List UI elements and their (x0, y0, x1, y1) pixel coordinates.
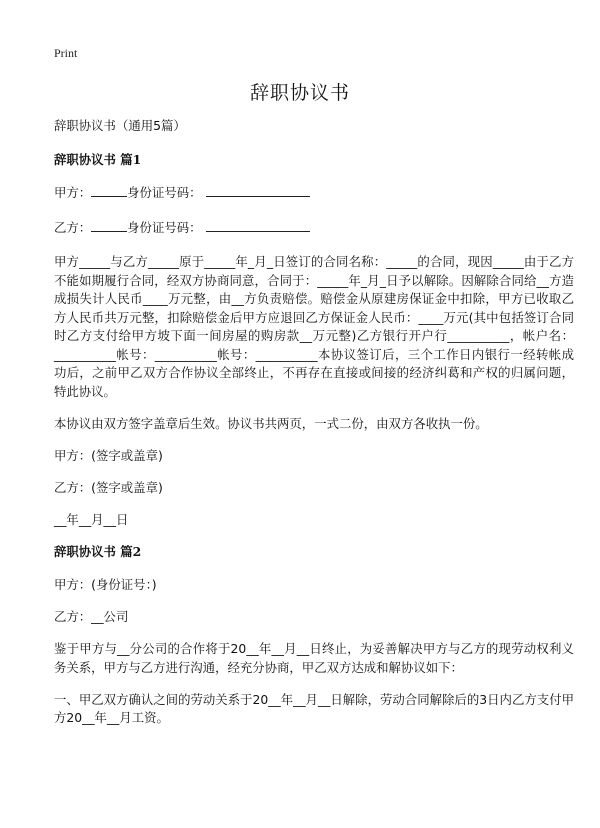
party-b-id-blank (206, 219, 310, 232)
section-heading-2: 辞职协议书 篇2 (54, 543, 142, 559)
section-heading-1: 辞职协议书 篇1 (54, 151, 142, 167)
party-b-name-blank (91, 219, 127, 232)
document-subtitle: 辞职协议书（通用5篇） (54, 118, 186, 133)
date-line: __年__月__日 (54, 511, 129, 527)
print-link[interactable]: Print (54, 46, 78, 60)
party-a-name-blank (91, 184, 127, 197)
party-b-label: 乙方： (54, 219, 92, 235)
section-1-paragraph-1: 甲方_____与乙方_____原于_____年_月_日签订的合同名称：_____的合同，现因_____由于乙方不能如期履行合同，经双方协商同意，合同于：_____年_月_日予以解除。因解除合同给__方造成损失计人民币____万元整，由__方负责赔偿。赔偿金从原建房保证金中扣除，甲方已收取乙方人民币共万元整，扣除赔偿金后甲方应退回乙方保证金人民币：____万元(其中包括签订合同时乙方支付给甲方坡下面一间房屋的购房款__万元整)乙方银行开户行__________，帐户名：__________帐号：__________帐号：__________本协议签订后，三个工作日内银行一经转帐成功后，之前甲乙双方合作协议全部终止，不再存在直接或间接的经济纠葛和产权的归属问题，特此协议。 (54, 254, 574, 399)
page-title: 辞职协议书 (249, 82, 350, 104)
document-body (54, 117, 574, 741)
party-a-id-blank (206, 184, 310, 197)
section-2-party-b: 乙方：__公司 (54, 609, 129, 624)
party-a-signature: 甲方：(签字或盖章) (54, 447, 163, 463)
section-2-paragraph-2: 一、甲乙双方确认之间的劳动关系于20__年__月__日解除，劳动合同解除后的3日内乙方支付甲方20__年__月工资。 (54, 691, 574, 725)
party-b-signature: 乙方：(签字或盖章) (54, 479, 163, 495)
party-a-label: 甲方： (54, 185, 92, 200)
party-a-id-label: 身份证号码： (127, 185, 202, 200)
party-b-field-line (54, 219, 574, 238)
section-2-party-a: 甲方：(身份证号：) (54, 577, 157, 592)
party-a-field-line (54, 184, 574, 203)
section-1-paragraph-2: 本协议由双方签字盖章后生效。协议书共两页，一式二份，由双方各收执一份。 (54, 415, 488, 431)
section-2-paragraph-1: 鉴于甲方与__分公司的合作将于20__年__月__日终止，为妥善解决甲方与乙方的现劳动权利义务关系，甲方与乙方进行沟通，经充分协商，甲乙双方达成和解协议如下： (54, 641, 574, 675)
party-b-id-label: 身份证号码： (127, 219, 202, 235)
